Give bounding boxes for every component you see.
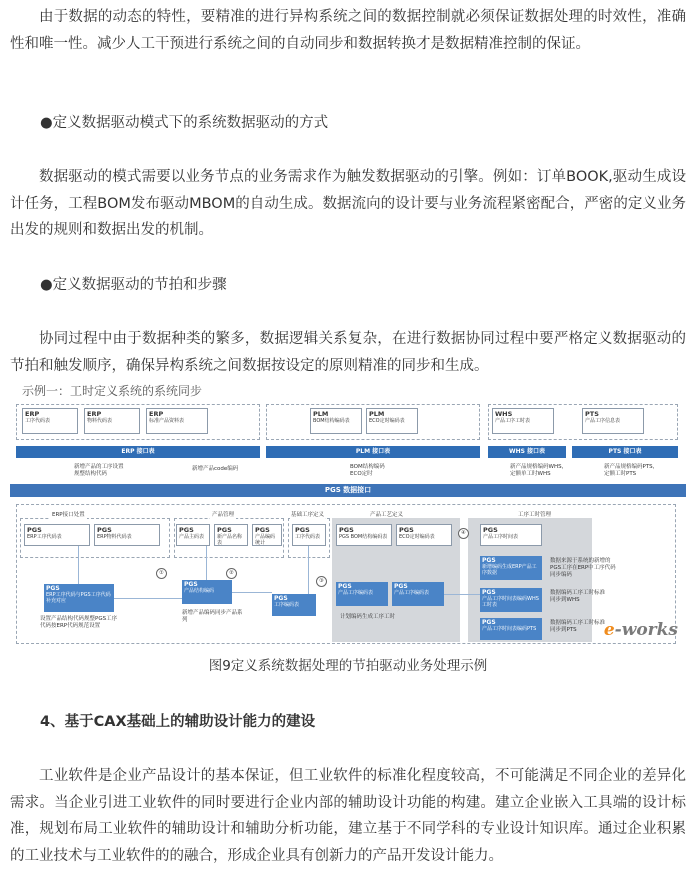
connector-line: [206, 546, 207, 580]
group-process-hours-label: 工序工时管理: [518, 512, 552, 518]
system-sync-diagram: [10, 378, 686, 646]
step-marker-1: ①: [156, 568, 167, 579]
figure-caption: 图9定义系统数据处理的节拍驱动业务处理示例: [208, 658, 488, 674]
step-marker-4: ④: [458, 528, 469, 539]
note-pts-sync: 数据编码工序工时标准同步到PTS: [550, 620, 606, 633]
connector-line: [308, 546, 309, 594]
note-whs-sync: 数据编码工序工时标准同步到WHS: [550, 590, 606, 603]
module-eco-code: PGS ECO定时编码表: [396, 524, 452, 546]
whs-note: 新产品规格编码WHS，定额单工时WHS: [510, 464, 568, 477]
whs-interface-bar: WHS 接口表: [488, 446, 566, 458]
module-product-master: PGS 产品主码表: [176, 524, 210, 546]
module-erp-material-code: PGS ERP物料代码表: [94, 524, 160, 546]
node-product-process-1: PGS 产品工序编码表: [336, 582, 388, 606]
step-marker-3: ③: [316, 576, 327, 587]
pts-interface-bar: PTS 接口表: [572, 446, 678, 458]
node-erp-process-map: PGS ERP工序代码与PGS工序代码补充对应: [44, 584, 114, 612]
erp-system-1: ERP 工序代码表: [22, 408, 78, 434]
plm-system-2: PLM ECO定时编码表: [366, 408, 418, 434]
connector-line: [114, 598, 182, 599]
module-product-stats: PGS 产品编码统计: [252, 524, 282, 546]
group-product-mgmt-label: 产品管理: [212, 512, 235, 518]
bullet-drive-rhythm: ●定义数据驱动的节拍和步骤: [40, 277, 227, 293]
section-heading-cax: 4、基于CAX基础上的辅助设计能力的建设: [40, 714, 316, 730]
module-new-product: PGS 新产品名称表: [214, 524, 248, 546]
module-process-code: PGS 工序代码表: [292, 524, 326, 546]
pgs-data-bus: PGS 数据接口: [10, 484, 686, 497]
pts-note: 新产品规格编码PTS， 定额工时PTS: [604, 464, 659, 477]
module-process-time: PGS 产品工序时间表: [480, 524, 542, 546]
node-whs-hours: PGS 产品工序时间表编码WHS工时表: [480, 588, 542, 612]
erp-note-2: 新增产品code编码: [192, 466, 239, 472]
connector-line: [444, 594, 480, 595]
node-product-process-2: PGS 产品工序编码表: [392, 582, 444, 606]
erp-note-1: 新增产品的工序设置 规整结构代码: [74, 464, 124, 477]
paragraph-drive-rhythm: 协同过程中由于数据种类的繁多，数据逻辑关系复杂，在进行数据协同过程中要严格定义数据驱动的节拍和触发顺序，确保异构系统之间数据按设定的原则精准的同步和生成。: [10, 331, 686, 374]
e-works-logo: e-works: [603, 620, 678, 640]
node-new-erp-process: PGS 新增编码生成ERP产品工序数据: [480, 556, 542, 580]
node-process-code: PGS 工序编码表: [272, 594, 316, 616]
figure-title: 示例一：工时定义系统的系统同步: [22, 384, 203, 398]
plm-system-1: PLM BOM结构编码表: [310, 408, 362, 434]
note-erp-structure: 设置产品结构代码规整PGS工序代码按ERP代码规范设置: [40, 616, 118, 629]
bullet-drive-mode: ●定义数据驱动模式下的系统数据驱动的方式: [40, 115, 329, 131]
note-new-product-series: 新增产品编码同步产品系列: [182, 610, 243, 623]
note-new-erp-code: 数据来源于系统的新增的PGS工序在ERP中工序代码同步编码: [550, 558, 616, 578]
connector-line: [78, 546, 79, 584]
node-product-structure: PGS 产品结构编码: [182, 580, 232, 604]
erp-interface-bar: ERP 接口表: [16, 446, 260, 458]
group-erp-interface-label: ERP接口处置: [52, 512, 85, 518]
module-pgs-bom: PGS PGS BOM结构编码表: [336, 524, 392, 546]
plm-interface-bar: PLM 接口表: [266, 446, 480, 458]
whs-system: WHS 产品工序工时表: [492, 408, 554, 434]
paragraph-industrial-software: 工业软件是企业产品设计的基本保证，但工业软件的标准化程度较高，不可能满足不同企业的差异化需求。当企业引进工业软件的同时要进行企业内部的辅助设计功能的构建。建立企业嵌入工具端的设计标准，规划布局工业软件的辅助设计和辅助分析功能，建立基于不同学科的专业设计知识库。通过企业积累的工业技术与工业软件的的融合，形成企业具有创新力的产品开发设计能力。: [10, 768, 686, 864]
group-product-process-label: 产品工艺定义: [370, 512, 404, 518]
connector-line: [232, 592, 272, 593]
plm-note: BOM结构编码 ECO定时: [350, 464, 385, 477]
group-base-process-label: 基础工序定义: [291, 512, 325, 518]
paragraph-data-drive-mode: 数据驱动的模式需要以业务节点的业务需求作为触发数据驱动的引擎。例如：订单BOOK,驱动生成设计任务，工程BOM发布驱动MBOM的自动生成。数据流向的设计要与业务流程紧密配合，严密的定义业务出发的规则和数据出发的机制。: [10, 169, 686, 238]
pts-system: PTS 产品工序信息表: [582, 408, 644, 434]
note-plan-code: 计划编码生成工序工时: [340, 614, 396, 620]
erp-system-2: ERP 物料代码表: [84, 408, 140, 434]
module-erp-process-code: PGS ERP工序代码表: [24, 524, 90, 546]
node-pts-hours: PGS 产品工序时间表编码PTS: [480, 618, 542, 640]
step-marker-2: ②: [226, 568, 237, 579]
paragraph-data-timeliness: 由于数据的动态的特性，要精准的进行异构系统之间的数据控制就必须保证数据处理的时效性，准确性和唯一性。减少人工干预进行系统之间的自动同步和数据转换才是数据精准控制的保证。: [10, 9, 686, 52]
erp-system-3: ERP 标准产品资料表: [146, 408, 208, 434]
